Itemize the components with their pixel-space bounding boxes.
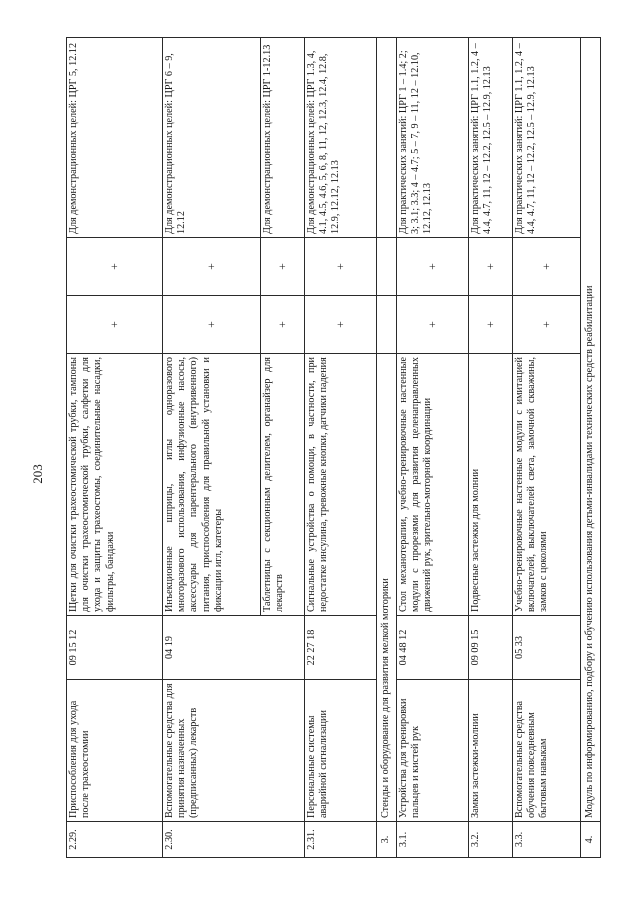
practice-note: Для демонстрационных целей: ЦРГ 1-12.13 [261, 38, 305, 238]
section-number: 4. [581, 822, 601, 858]
practice-note: Для демонстрационных целей: ЦРГ 1.3, 4, 4.1, 4.5, 4.6, 5, 6, 8, 11, 12, 12.3, 12.4, 12.8, 12.9, 12.12, 12.13 [305, 38, 377, 238]
table-row [397, 38, 469, 858]
device-code: 09 15 12 [67, 616, 163, 680]
row-number: 2.29. [67, 822, 163, 858]
section-row [581, 38, 601, 858]
mark-col-1: + [261, 296, 305, 354]
section-title: Стенды и оборудование для развития мелкой моторики [377, 354, 397, 822]
device-name: Устройства для тренировки пальцев и кистей рук [397, 680, 469, 822]
device-description: Таблетницы с секционным делителем, органайзер для лекарств [261, 354, 305, 616]
mark-col-2: + [513, 238, 581, 296]
section-title: Модуль по информированию, подбору и обучению использования детьми-инвалидами технических средств реабилитации [581, 38, 601, 822]
mark-col-2: + [305, 238, 377, 296]
row-number: 3.3. [513, 822, 581, 858]
device-code: 09 09 15 [469, 616, 513, 680]
row-number: 3.2. [469, 822, 513, 858]
device-name: Вспомогательные средства для принятия назначенных (предписанных) лекарств [163, 680, 305, 822]
device-description: Инъекционные шприцы, иглы одноразового многоразового использования, инфузионные насосы, аксессуары для парентерального (внутривенного) питания, приспособления для правильной установки и фиксации игл, катетеры [163, 354, 261, 616]
row-number: 2.30. [163, 822, 305, 858]
table-row [67, 38, 163, 858]
empty-cell [377, 38, 397, 238]
mark-col-1: + [67, 296, 163, 354]
device-description: Подвесные застежки для молнии [469, 354, 513, 616]
mark-col-1: + [305, 296, 377, 354]
practice-note: Для практических занятий: ЦРГ 1.1, 1.2, 4 – 4.4, 4.7, 11, 12 – 12.2, 12.5 – 12.9, 12.13 [513, 38, 581, 238]
equipment-table [66, 37, 601, 858]
device-name: Приспособления для ухода после трахеостомии [67, 680, 163, 822]
table-row [469, 38, 513, 858]
mark-col-2: + [163, 238, 261, 296]
empty-cell [377, 296, 397, 354]
mark-col-2: + [67, 238, 163, 296]
practice-note: Для демонстрационных целей: ЦРГ 5, 12.12 [67, 38, 163, 238]
device-name: Персональные системы аварийной сигнализации [305, 680, 377, 822]
rotated-table-container [66, 38, 602, 858]
practice-note: Для демонстрационных целей: ЦРГ 6 – 9, 12.12 [163, 38, 261, 238]
practice-note: Для практических занятий: ЦРГ 1 – 1.4; 2; 3; 3.1; 3.3; 4 – 4.7; 5 – 7, 9 – 11, 12 – 12.10, 12.12, 12.13 [397, 38, 469, 238]
mark-col-1: + [163, 296, 261, 354]
device-description: Сигнальные устройства о помощи, в частности, при недостатке инсулина, тревожные кнопки, датчики падения [305, 354, 377, 616]
device-name: Вспомогательные средства обучения повседневным бытовым навыкам [513, 680, 581, 822]
device-code: 22 27 18 [305, 616, 377, 680]
table-row [305, 38, 377, 858]
practice-note: Для практических занятий: ЦРГ 1.1, 1.2, 4 – 4.4, 4.7, 11, 12 – 12.2, 12.5 – 12.9, 12.13 [469, 38, 513, 238]
mark-col-1: + [513, 296, 581, 354]
section-row [377, 38, 397, 858]
table-row [163, 38, 261, 858]
device-code: 04 48 12 [397, 616, 469, 680]
device-description: Учебно-тренировочные настенные модули с имитацией включателей, выключателей света, замочной скважины, замков с цоколями [513, 354, 581, 616]
device-name: Замки застежки-молнии [469, 680, 513, 822]
mark-col-2: + [397, 238, 469, 296]
page-number: 203 [30, 464, 45, 484]
device-description: Стол механотерапии, учебно-тренировочные настенные модули с прорезями для развития целенаправленных движений рук, зрительно-моторной координации [397, 354, 469, 616]
table-row [513, 38, 581, 858]
row-number: 3.1. [397, 822, 469, 858]
mark-col-2: + [469, 238, 513, 296]
mark-col-1: + [397, 296, 469, 354]
mark-col-1: + [469, 296, 513, 354]
section-number: 3. [377, 822, 397, 858]
device-code: 04 19 [163, 616, 305, 680]
device-code: 05 33 [513, 616, 581, 680]
mark-col-2: + [261, 238, 305, 296]
row-number: 2.31. [305, 822, 377, 858]
device-description: Щетки для очистки трахеостомической трубки, тампоны для очистки трахеостомической трубки, салфетки для ухода и защиты трахеостомы, соединительные насадки, фильтры, бандажи [67, 354, 163, 616]
empty-cell [377, 238, 397, 296]
